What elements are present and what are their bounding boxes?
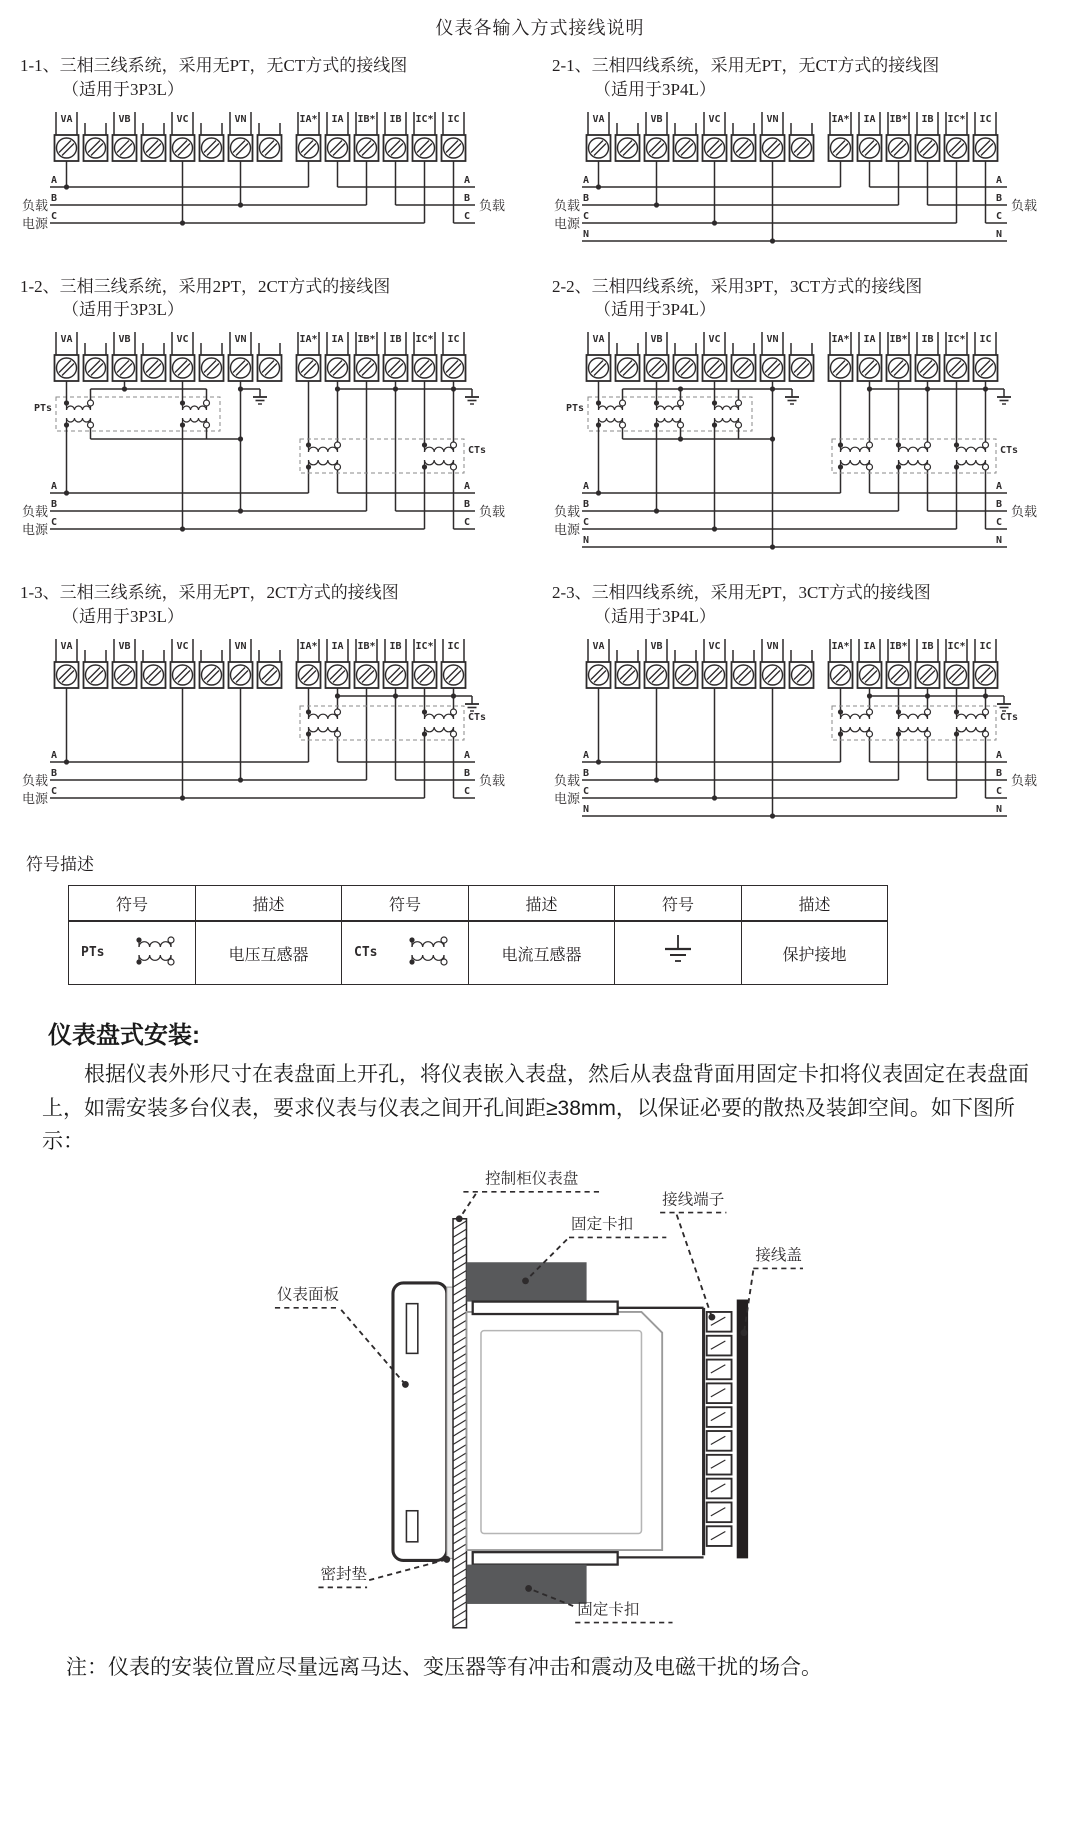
diagram-subtitle: （适用于3P3L） <box>62 300 184 320</box>
diagram-2-2 <box>552 275 1060 564</box>
svg-text:VN: VN <box>234 641 247 653</box>
svg-text:IA*: IA* <box>299 113 318 125</box>
svg-text:PTs: PTs <box>33 403 52 415</box>
svg-text:IA*: IA* <box>831 113 850 125</box>
svg-text:VB: VB <box>650 113 663 125</box>
ground-symbol-cell <box>614 921 741 985</box>
pt-desc: 电压互感器 <box>196 921 342 985</box>
svg-text:VN: VN <box>766 641 779 653</box>
svg-text:B: B <box>51 192 58 204</box>
wiring-diagram-svg <box>552 107 1049 257</box>
wiring-diagrams-grid <box>20 54 1060 832</box>
svg-text:C: C <box>464 786 471 798</box>
svg-text:IC: IC <box>979 113 992 125</box>
svg-text:电源: 电源 <box>554 215 581 231</box>
svg-text:IA: IA <box>331 334 344 346</box>
svg-text:IA: IA <box>331 641 344 653</box>
ground-desc: 保护接地 <box>742 921 888 985</box>
diagram-1-3 <box>20 581 528 832</box>
svg-text:电源: 电源 <box>22 215 49 231</box>
svg-text:负载: 负载 <box>554 773 581 789</box>
diagram-1-1 <box>20 54 528 257</box>
svg-text:C: C <box>464 517 471 529</box>
svg-text:IB*: IB* <box>889 641 908 653</box>
diagram-title: 1-2、三相三线系统，采用2PT，2CT方式的接线图 <box>20 276 391 296</box>
diagram-title: 2-2、三相四线系统，采用3PT，3CT方式的接线图 <box>552 276 923 296</box>
svg-text:A: A <box>51 750 58 762</box>
col-header-desc: 描述 <box>469 886 615 922</box>
svg-text:IC*: IC* <box>947 641 966 653</box>
svg-text:控制柜仪表盘: 控制柜仪表盘 <box>485 1170 579 1188</box>
svg-text:A: A <box>996 174 1003 186</box>
svg-text:B: B <box>583 768 590 780</box>
pt-symbol-cell <box>69 921 196 985</box>
svg-text:CTs: CTs <box>354 944 378 960</box>
svg-text:VA: VA <box>592 641 605 653</box>
svg-text:A: A <box>51 481 58 493</box>
svg-text:N: N <box>996 535 1003 547</box>
svg-text:IC: IC <box>447 334 460 346</box>
svg-text:CTs: CTs <box>468 712 487 724</box>
svg-text:电源: 电源 <box>22 522 49 538</box>
ct-desc: 电流互感器 <box>469 921 615 985</box>
svg-text:仪表面板: 仪表面板 <box>277 1286 340 1304</box>
svg-text:C: C <box>51 786 58 798</box>
svg-text:A: A <box>583 750 590 762</box>
diagram-title: 1-3、三相三线系统，采用无PT，2CT方式的接线图 <box>20 583 399 603</box>
symbol-table-header-row <box>69 886 888 922</box>
svg-text:负载: 负载 <box>22 773 49 789</box>
svg-text:VB: VB <box>118 334 131 346</box>
svg-text:C: C <box>583 210 590 222</box>
svg-text:N: N <box>583 804 590 816</box>
svg-text:电源: 电源 <box>554 791 581 807</box>
svg-text:N: N <box>583 535 590 547</box>
svg-text:IA: IA <box>863 334 876 346</box>
svg-text:C: C <box>996 517 1003 529</box>
svg-text:固定卡扣: 固定卡扣 <box>577 1601 640 1619</box>
wiring-diagram-svg <box>20 634 517 814</box>
svg-text:A: A <box>996 481 1003 493</box>
diagram-2-1 <box>552 54 1060 257</box>
svg-text:IA*: IA* <box>299 334 318 346</box>
install-section-heading: 仪表盘式安装: <box>48 1022 200 1050</box>
svg-text:CTs: CTs <box>1000 712 1019 724</box>
svg-text:CTs: CTs <box>468 445 487 457</box>
svg-text:IB: IB <box>921 113 934 125</box>
svg-text:N: N <box>996 228 1003 240</box>
svg-text:VA: VA <box>592 113 605 125</box>
svg-text:负载: 负载 <box>22 504 49 520</box>
svg-text:VC: VC <box>176 641 189 653</box>
svg-text:IA: IA <box>331 113 344 125</box>
svg-text:C: C <box>996 786 1003 798</box>
svg-text:VC: VC <box>708 641 721 653</box>
svg-text:PTs: PTs <box>565 403 584 415</box>
svg-text:负载: 负载 <box>479 773 506 789</box>
protective-earth-icon <box>658 931 698 971</box>
svg-text:CTs: CTs <box>1000 445 1019 457</box>
svg-text:IC*: IC* <box>415 334 434 346</box>
symbol-table <box>68 885 888 985</box>
svg-text:B: B <box>464 192 471 204</box>
diagram-title: 2-3、三相四线系统，采用无PT，3CT方式的接线图 <box>552 583 931 603</box>
diagram-1-2 <box>20 275 528 564</box>
col-header-symbol: 符号 <box>614 886 741 922</box>
svg-text:VC: VC <box>176 334 189 346</box>
col-header-symbol: 符号 <box>341 886 468 922</box>
svg-text:IB: IB <box>921 641 934 653</box>
page-title: 仪表各输入方式接线说明 <box>435 18 645 38</box>
svg-text:IB*: IB* <box>357 113 376 125</box>
svg-text:IA: IA <box>863 641 876 653</box>
svg-text:C: C <box>583 517 590 529</box>
svg-text:IA*: IA* <box>299 641 318 653</box>
svg-text:VA: VA <box>60 334 73 346</box>
svg-text:固定卡扣: 固定卡扣 <box>571 1216 634 1234</box>
symbol-section-heading: 符号描述 <box>26 855 94 875</box>
wiring-diagram-svg <box>20 107 517 239</box>
svg-text:A: A <box>51 174 58 186</box>
svg-text:C: C <box>51 517 58 529</box>
svg-text:VA: VA <box>592 334 605 346</box>
svg-text:负载: 负载 <box>1011 773 1038 789</box>
svg-text:VB: VB <box>650 641 663 653</box>
svg-text:B: B <box>583 499 590 511</box>
svg-text:负载: 负载 <box>554 197 581 213</box>
svg-text:VN: VN <box>766 113 779 125</box>
svg-text:IB: IB <box>389 113 402 125</box>
svg-text:B: B <box>51 499 58 511</box>
svg-text:IC: IC <box>979 334 992 346</box>
svg-text:N: N <box>996 804 1003 816</box>
panel-mount-installation-diagram <box>260 1167 820 1635</box>
col-header-symbol: 符号 <box>69 886 196 922</box>
svg-text:负载: 负载 <box>479 197 506 213</box>
svg-text:A: A <box>464 750 471 762</box>
svg-text:B: B <box>996 192 1003 204</box>
svg-text:IC: IC <box>979 641 992 653</box>
diagram-subtitle: （适用于3P3L） <box>62 79 184 99</box>
svg-text:IB: IB <box>921 334 934 346</box>
wiring-diagram-svg <box>20 327 517 545</box>
svg-text:IB: IB <box>389 334 402 346</box>
diagram-title: 1-1、三相三线系统，采用无PT，无CT方式的接线图 <box>20 56 408 75</box>
svg-text:B: B <box>51 768 58 780</box>
ct-symbol-cell <box>341 921 468 985</box>
svg-text:A: A <box>464 481 471 493</box>
pt-transformer-icon <box>77 932 187 970</box>
col-header-desc: 描述 <box>196 886 342 922</box>
svg-text:C: C <box>583 786 590 798</box>
svg-text:负载: 负载 <box>554 504 581 520</box>
svg-text:VB: VB <box>118 113 131 125</box>
svg-text:电源: 电源 <box>554 522 581 538</box>
svg-text:接线盖: 接线盖 <box>755 1247 802 1265</box>
svg-text:A: A <box>583 481 590 493</box>
svg-text:C: C <box>51 210 58 222</box>
svg-text:VB: VB <box>650 334 663 346</box>
svg-text:负载: 负载 <box>1011 197 1038 213</box>
diagram-subtitle: （适用于3P4L） <box>594 607 716 627</box>
wiring-diagram-svg <box>552 327 1049 563</box>
svg-text:B: B <box>996 768 1003 780</box>
svg-text:密封垫: 密封垫 <box>320 1566 368 1584</box>
col-header-desc: 描述 <box>742 886 888 922</box>
svg-text:IC: IC <box>447 641 460 653</box>
svg-text:VC: VC <box>176 113 189 125</box>
diagram-subtitle: （适用于3P3L） <box>62 607 184 627</box>
svg-text:IB*: IB* <box>889 113 908 125</box>
svg-text:负载: 负载 <box>1011 504 1038 520</box>
svg-text:PTs: PTs <box>81 944 105 960</box>
svg-text:VA: VA <box>60 113 73 125</box>
svg-text:IC*: IC* <box>947 113 966 125</box>
svg-text:VB: VB <box>118 641 131 653</box>
svg-text:IC*: IC* <box>415 641 434 653</box>
svg-text:IB*: IB* <box>357 334 376 346</box>
svg-text:IB: IB <box>389 641 402 653</box>
svg-text:C: C <box>996 210 1003 222</box>
wiring-diagram-svg <box>552 634 1049 832</box>
svg-text:电源: 电源 <box>22 791 49 807</box>
svg-text:负载: 负载 <box>479 504 506 520</box>
svg-text:负载: 负载 <box>22 197 49 213</box>
svg-text:IC: IC <box>447 113 460 125</box>
diagram-title: 2-1、三相四线系统，采用无PT，无CT方式的接线图 <box>552 56 940 75</box>
diagram-2-3 <box>552 581 1060 832</box>
svg-text:IC*: IC* <box>415 113 434 125</box>
svg-text:IA*: IA* <box>831 334 850 346</box>
svg-text:A: A <box>996 750 1003 762</box>
svg-text:C: C <box>464 210 471 222</box>
svg-text:B: B <box>996 499 1003 511</box>
svg-text:A: A <box>464 174 471 186</box>
svg-text:B: B <box>464 768 471 780</box>
install-paragraph: 根据仪表外形尺寸在表盘面上开孔，将仪表嵌入表盘，然后从表盘背面用固定卡扣将仪表固定在表盘面上，如需安装多台仪表，要求仪表与仪表之间开孔间距≥38mm，以保证必要的散热及装卸空间。如下图所示： <box>42 1063 1029 1154</box>
svg-text:IC*: IC* <box>947 334 966 346</box>
svg-text:IA: IA <box>863 113 876 125</box>
svg-text:IB*: IB* <box>357 641 376 653</box>
bottom-note: 注：仪表的安装位置应尽量远离马达、变压器等有冲击和震动及电磁干扰的场合。 <box>66 1655 822 1679</box>
svg-text:VN: VN <box>234 334 247 346</box>
svg-text:B: B <box>583 192 590 204</box>
svg-text:A: A <box>583 174 590 186</box>
diagram-subtitle: （适用于3P4L） <box>594 79 716 99</box>
svg-text:IB*: IB* <box>889 334 908 346</box>
svg-text:接线端子: 接线端子 <box>662 1191 725 1209</box>
svg-text:B: B <box>464 499 471 511</box>
svg-text:N: N <box>583 228 590 240</box>
svg-text:VA: VA <box>60 641 73 653</box>
ct-transformer-icon <box>350 932 460 970</box>
svg-text:VC: VC <box>708 334 721 346</box>
svg-text:VC: VC <box>708 113 721 125</box>
svg-text:IA*: IA* <box>831 641 850 653</box>
diagram-subtitle: （适用于3P4L） <box>594 300 716 320</box>
svg-text:VN: VN <box>234 113 247 125</box>
symbol-table-row <box>69 921 888 985</box>
svg-text:VN: VN <box>766 334 779 346</box>
